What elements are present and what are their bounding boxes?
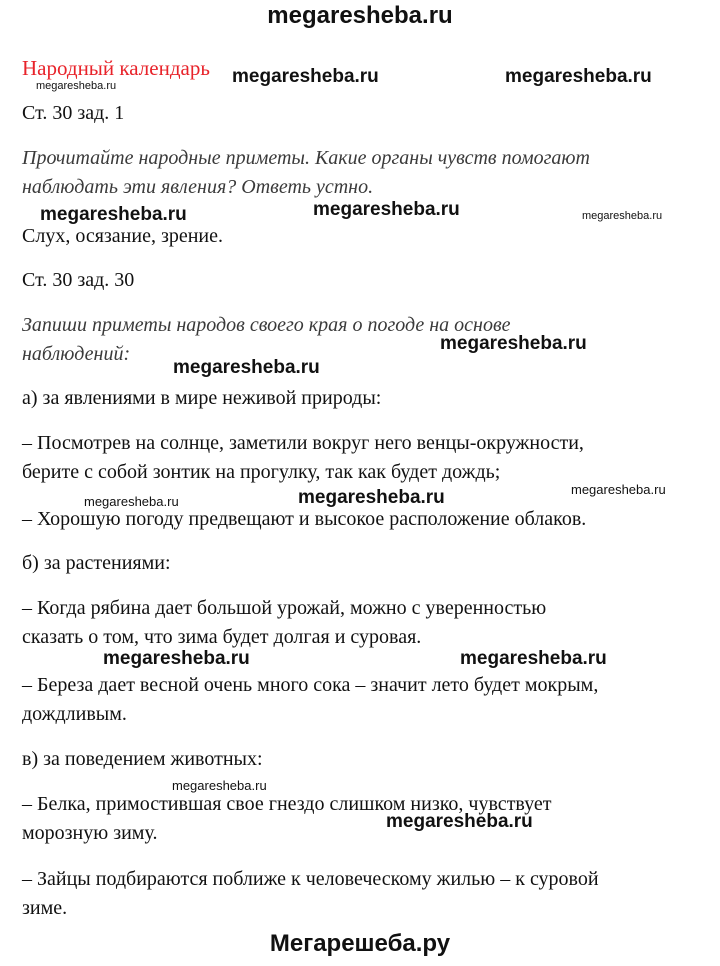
watermark: megaresheba.ru xyxy=(84,494,179,509)
list-item-line: – Береза дает весной очень много сока – значит лето будет мокрым, xyxy=(22,674,599,696)
task-ref: Ст. 30 зад. 30 xyxy=(22,269,135,291)
task-question-line: Прочитайте народные приметы. Какие органы чувств помогают xyxy=(22,147,590,169)
watermark: megaresheba.ru xyxy=(172,778,267,793)
list-item-line: – Посмотрев на солнце, заметили вокруг него венцы-окружности, xyxy=(22,432,584,454)
list-item-line: – Когда рябина дает большой урожай, можно с уверенностью xyxy=(22,597,547,619)
watermark: megaresheba.ru xyxy=(36,80,117,92)
watermark: megaresheba.ru xyxy=(582,210,663,222)
list-item-line: дождливым. xyxy=(22,703,127,725)
task-question-line: наблюдений: xyxy=(22,343,131,365)
task-question-line: наблюдать эти явления? Ответь устно. xyxy=(22,176,374,198)
watermark: megaresheba.ru xyxy=(460,648,607,669)
watermark: megaresheba.ru xyxy=(173,357,320,378)
watermark: megaresheba.ru xyxy=(313,199,460,220)
watermark: megaresheba.ru xyxy=(386,811,533,832)
group-title: а) за явлениями в мире неживой природы: xyxy=(22,387,382,409)
site-header: megaresheba.ru xyxy=(267,2,453,29)
task-question-line: Запиши приметы народов своего края о погоде на основе xyxy=(22,314,511,336)
group-title: в) за поведением животных: xyxy=(22,748,263,770)
watermark: megaresheba.ru xyxy=(571,482,666,497)
list-item-line: – Белка, примостившая свое гнездо слишком низко, чувствует xyxy=(22,793,552,815)
section-heading: Народный календарь xyxy=(22,56,210,80)
watermark: megaresheba.ru xyxy=(40,204,187,225)
list-item-line: морозную зиму. xyxy=(22,822,158,844)
watermark: megaresheba.ru xyxy=(505,66,652,87)
watermark: megaresheba.ru xyxy=(298,487,445,508)
list-item-line: – Зайцы подбираются поближе к человеческому жилью – к суровой xyxy=(22,868,599,890)
list-item-line: – Хорошую погоду предвещают и высокое расположение облаков. xyxy=(22,508,587,530)
list-item-line: зиме. xyxy=(22,897,68,919)
task-answer: Слух, осязание, зрение. xyxy=(22,225,224,247)
group-title: б) за растениями: xyxy=(22,552,171,574)
watermark: megaresheba.ru xyxy=(103,648,250,669)
site-footer: Мегарешеба.ру xyxy=(269,930,451,957)
watermark: megaresheba.ru xyxy=(440,333,587,354)
list-item-line: сказать о том, что зима будет долгая и суровая. xyxy=(22,626,422,648)
watermark: megaresheba.ru xyxy=(232,66,379,87)
list-item-line: берите с собой зонтик на прогулку, так как будет дождь; xyxy=(22,461,501,483)
task-ref: Ст. 30 зад. 1 xyxy=(22,102,125,124)
